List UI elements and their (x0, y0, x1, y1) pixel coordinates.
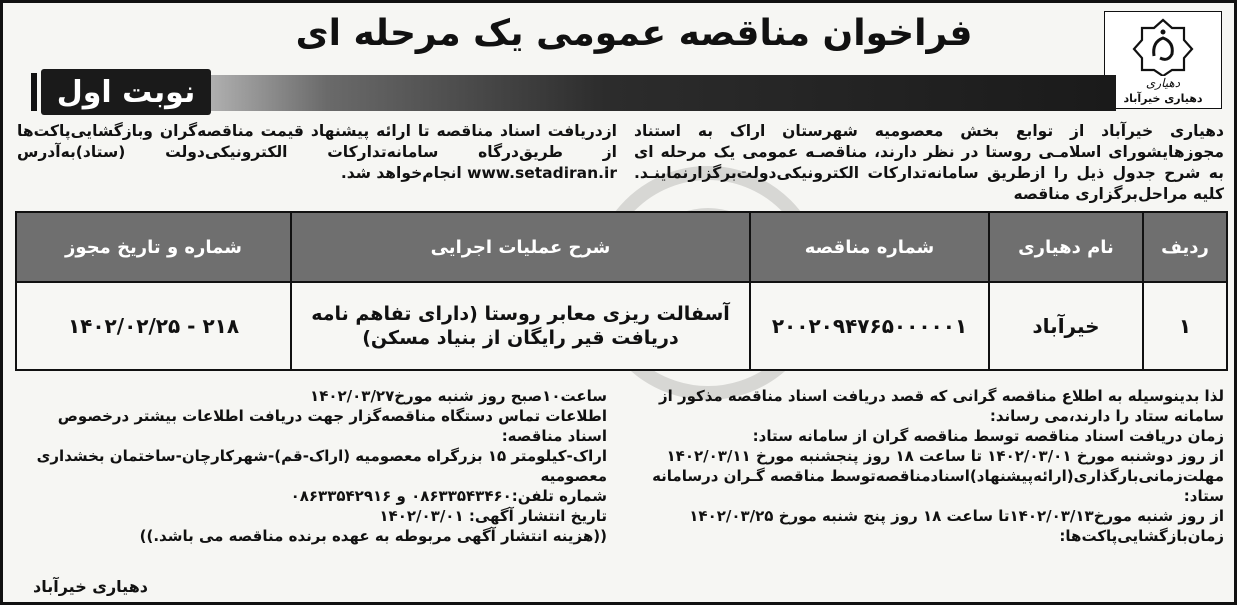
schedule-line: مهلت‌زمانی‌بارگذاری(ارائه‌پیشنهاد)اسنادمناقصه‌توسط مناقصه گـران درسامانه ستاد: (652, 467, 1224, 505)
contact-line: شماره تلفن:۰۸۶۳۳۵۴۳۴۶۰ و ۰۸۶۳۳۵۴۲۹۱۶ (290, 487, 607, 505)
table-row (16, 282, 1227, 370)
badge-tick (31, 73, 37, 111)
intro-right: دهیاری خیرآباد از توابع بخش معصومیه شهرستان اراک به استناد مجوزهایشورای اسلامـی روستا در نظر دارند، مناقصـه عمومی یک مرحله ای به شرح جدول ذیل را ازطریق سامانه‌تدارکات الکترونیکی‌دولت‌برگزارنماینـد. کلیه مراحل‌برگزاری مناقصه (634, 122, 1224, 203)
cell-dehyari: خیرآباد (989, 282, 1143, 370)
schedule-line: لذا بدینوسیله به اطلاع مناقصه گرانی که قصد دریافت اسناد مناقصه مذکور از سامانه ستاد را دارند،می رساند: (659, 387, 1224, 425)
logo-name: دهیاری خیرآباد (1123, 92, 1203, 105)
intro-left: ازدریافت اسناد مناقصه تا ارائه پیشنهاد قیمت مناقصه‌گران وبازگشایی‌پاکت‌ها از طریق‌درگاه سامانه‌تدارکات الکترونیکی‌دولت (ستاد)به‌آدرس www.setadiran.ir انجام‌خواهد شد. (17, 122, 617, 182)
page-title: فراخوان مناقصه عمومی یک مرحله ای (295, 13, 973, 54)
col-header-row-no: ردیف (1143, 212, 1227, 282)
contact-line: اطلاعات تماس دستگاه مناقصه‌گزار جهت دریافت اطلاعات بیشتر درخصوص اسناد مناقصه: (57, 407, 607, 445)
col-header-tender-number: شماره مناقصه (750, 212, 989, 282)
cell-row-no: ۱ (1143, 282, 1227, 370)
signature: دهیاری خیرآباد (33, 577, 149, 596)
contact-line: ساعت۱۰صبح روز شنبه مورخ۱۴۰۲/۰۳/۲۷ (310, 387, 607, 405)
logo-script-text: دهیاری (1145, 76, 1181, 90)
contact-line: تاریخ انتشار آگهی: ۱۴۰۲/۰۳/۰۱ (379, 507, 607, 525)
contact-line: اراک-کیلومتر ۱۵ بزرگراه معصومیه (اراک-قم)-شهرکارچان-ساختمان بخشداری معصومیه (36, 447, 607, 485)
col-header-dehyari: نام دهیاری (989, 212, 1143, 282)
table-header-row (16, 212, 1227, 282)
title-bar (188, 75, 1116, 111)
col-header-permit: شماره و تاریخ مجوز (16, 212, 291, 282)
schedule-block (624, 386, 1224, 546)
round-label: نوبت اول (56, 74, 196, 110)
cell-permit: ۲۱۸ - ۱۴۰۲/۰۲/۲۵ (16, 282, 291, 370)
round-badge (41, 69, 211, 115)
schedule-line: زمان دریافت اسناد مناقصه توسط مناقصه گران از سامانه ستاد: (752, 427, 1224, 445)
logo (1104, 11, 1222, 109)
logo-emblem-icon (1132, 18, 1194, 76)
schedule-line: از روز دوشنبه مورخ ۱۴۰۲/۰۳/۰۱ تا ساعت ۱۸ روز پنجشنبه مورخ ۱۴۰۲/۰۳/۱۱ (666, 447, 1224, 465)
contact-line: ((هزینه انتشار آگهی مربوطه به عهده برنده مناقصه می باشد.)) (139, 527, 607, 545)
col-header-description: شرح عملیات اجرایی (291, 212, 750, 282)
contact-block (17, 386, 607, 546)
schedule-line: زمان‌بازگشایی‌پاکت‌ها: (1059, 527, 1224, 545)
cell-tender-number: ۲۰۰۲۰۹۴۷۶۵۰۰۰۰۰۱ (750, 282, 989, 370)
cell-description: آسفالت ریزی معابر روستا (دارای تفاهم نامه دریافت قیر رایگان از بنیاد مسکن) (291, 282, 750, 370)
schedule-line: از روز شنبه مورخ۱۴۰۲/۰۳/۱۳تا ساعت ۱۸ روز پنج شنبه مورخ ۱۴۰۲/۰۳/۲۵ (689, 507, 1224, 525)
tender-table (15, 211, 1228, 371)
